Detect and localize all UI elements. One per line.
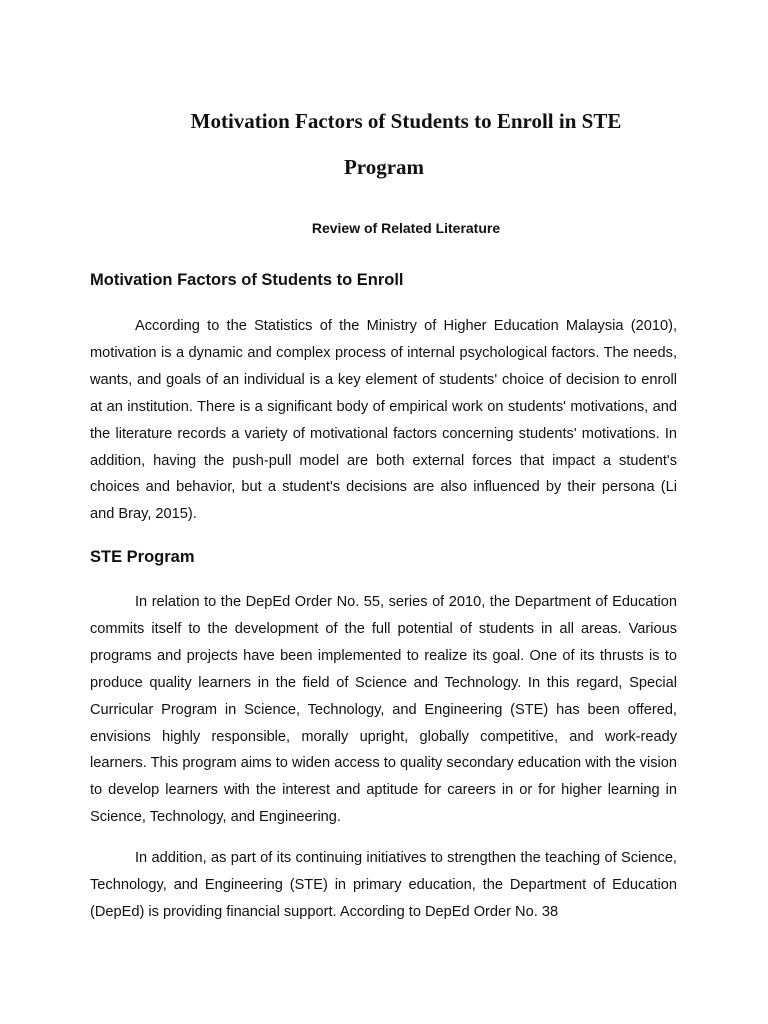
paragraph-deped-order: In relation to the DepEd Order No. 55, series of 2010, the Department of Education commits itself to the development of the full potential of students in all areas. Various programs and projects have been implemented to realize its goal. One of its thrusts is to produce quality learners in the field of Science and Technology. In this regard, Special Curricular Program in Science, Technology, and Engineering (STE) has been offered, envisions highly responsible, morally upright, globally competitive, and work-ready learners. This program aims to widen access to quality secondary education with the vision to develop learners with the interest and aptitude for careers in or for higher learning in Science, Technology, and Engineering. <box>90 594 677 826</box>
section-subtitle: Review of Related Literature <box>311 220 501 236</box>
document-title-line-2: Program <box>343 155 425 179</box>
paragraph-financial-support: In addition, as part of its continuing initiatives to strengthen the teaching of Science, Technology, and Engineering (STE) in primary education, the Department of Education (DepEd) is providing financial support. According to DepEd Order No. 38 <box>90 850 677 920</box>
heading-ste-program: STE Program <box>90 548 195 566</box>
document-title-line-1: Motivation Factors of Students to Enroll in STE <box>190 109 622 133</box>
heading-motivation-factors: Motivation Factors of Students to Enroll <box>90 271 404 289</box>
paragraph-motivation: According to the Statistics of the Ministry of Higher Education Malaysia (2010), motivation is a dynamic and complex process of internal psychological factors. The needs, wants, and goals of an individual is a key element of students' choice of decision to enroll at an institution. There is a significant body of empirical work on students' motivations, and the literature records a variety of motivational factors concerning students' motivations. In addition, having the push-pull model are both external forces that impact a student's choices and behavior, but a student's decisions are also influenced by their persona (Li and Bray, 2015). <box>90 318 677 523</box>
